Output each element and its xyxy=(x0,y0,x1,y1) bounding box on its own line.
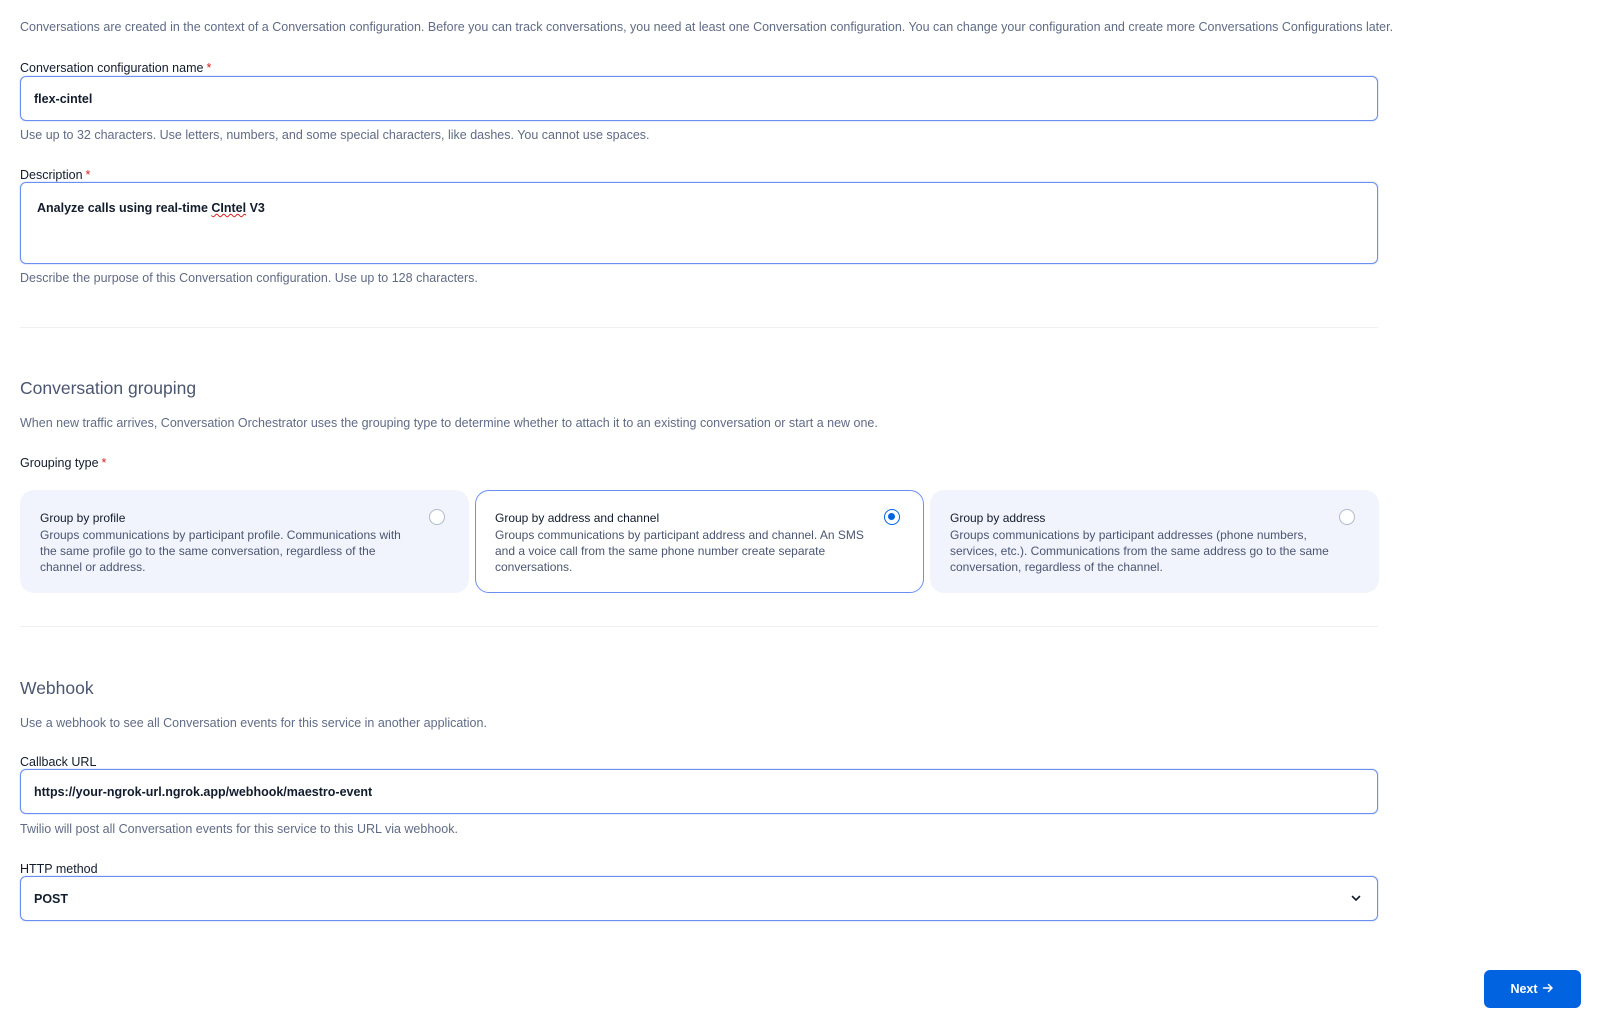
description-label xyxy=(20,168,90,182)
grouping-type-label xyxy=(20,456,106,470)
option-title: Group by profile xyxy=(40,511,126,525)
option-description: Groups communications by participant address and channel. An SMS and a voice call from the same phone number create separate conversations. xyxy=(495,528,864,574)
grouping-option-address[interactable] xyxy=(930,490,1379,593)
http-method-select[interactable] xyxy=(20,876,1378,921)
description-help: Describe the purpose of this Conversation configuration. Use up to 128 characters. xyxy=(20,271,478,285)
grouping-option-address-and-channel[interactable] xyxy=(475,490,924,593)
intro-text: Conversations are created in the context of a Conversation configuration. Before you can track conversations, you need at least one Conversation configuration. You can change your configuration and create more Conversations Configurations later. xyxy=(20,20,1394,34)
grouping-section-title: Conversation grouping xyxy=(20,378,197,398)
section-divider xyxy=(20,626,1378,627)
required-mark: * xyxy=(206,61,212,75)
option-title: Group by address and channel xyxy=(495,511,660,525)
config-name-label-text: Conversation configuration name xyxy=(20,61,204,75)
chevron-down-icon xyxy=(1349,891,1363,905)
grouping-type-label-text: Grouping type xyxy=(20,456,99,470)
callback-url-input[interactable] xyxy=(20,769,1378,814)
callback-url-help: Twilio will post all Conversation events for this service to this URL via webhook. xyxy=(20,822,458,836)
description-value xyxy=(37,201,265,215)
webhook-section-desc: Use a webhook to see all Conversation events for this service in another application. xyxy=(20,716,487,730)
section-divider xyxy=(20,327,1378,328)
description-label-text: Description xyxy=(20,168,83,182)
radio-button[interactable] xyxy=(1339,509,1355,525)
option-description: Groups communications by participant profile. Communications with the same profile go to the same conversation, regardless of the channel or address. xyxy=(40,528,401,574)
callback-url-label: Callback URL xyxy=(20,755,97,769)
next-button-label: Next xyxy=(1510,982,1538,996)
grouping-option-profile[interactable] xyxy=(20,490,469,593)
required-mark: * xyxy=(85,168,91,182)
description-textarea[interactable] xyxy=(20,182,1378,264)
config-name-help: Use up to 32 characters. Use letters, numbers, and some special characters, like dashes. You cannot use spaces. xyxy=(20,128,650,142)
config-name-input[interactable] xyxy=(20,76,1378,121)
callback-url-value: https://your-ngrok-url.ngrok.app/webhook/maestro-event xyxy=(34,785,373,799)
description-value-suffix: V3 xyxy=(246,201,265,215)
required-mark: * xyxy=(101,456,107,470)
config-name-value: flex-cintel xyxy=(34,92,93,106)
option-description: Groups communications by participant addresses (phone numbers, services, etc.). Communications from the same address go to the same conversation, regardless of the channel. xyxy=(950,528,1329,574)
option-title: Group by address xyxy=(950,511,1046,525)
grouping-section-desc: When new traffic arrives, Conversation Orchestrator uses the grouping type to determine whether to attach it to an existing conversation or start a new one. xyxy=(20,416,878,430)
arrow-right-icon xyxy=(1538,981,1555,998)
radio-button[interactable] xyxy=(429,509,445,525)
next-button[interactable] xyxy=(1484,970,1581,1008)
http-method-value: POST xyxy=(34,892,69,906)
webhook-section-title: Webhook xyxy=(20,678,94,698)
http-method-label: HTTP method xyxy=(20,862,98,876)
radio-button-selected[interactable] xyxy=(884,509,900,525)
config-name-label xyxy=(20,61,211,75)
description-value-prefix: Analyze calls using real-time xyxy=(37,201,212,215)
spellcheck-word: CIntel xyxy=(211,201,247,215)
